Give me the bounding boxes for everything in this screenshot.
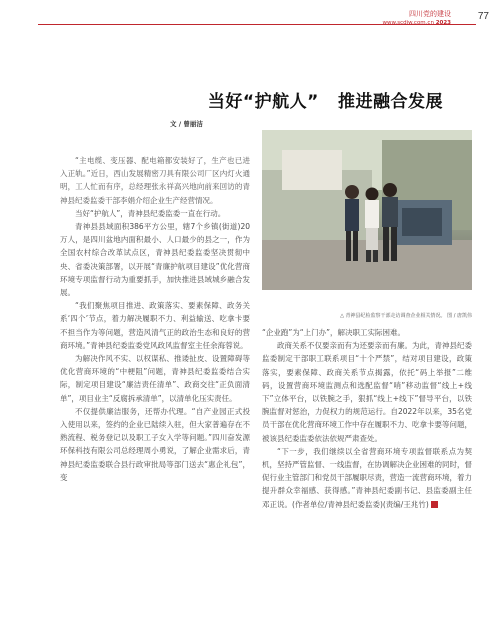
magazine-header: [383, 10, 451, 28]
issue-year: 2023: [435, 20, 451, 26]
url-text: www.scdjw.com.cn: [382, 20, 434, 26]
paragraph: 不仅提供廉洁服务，还帮办代理。“自产业园正式投入使用以来，签约的企业已陆续入驻，但大家普遍存在不熟流程、税务登记以及职工子女入学等问题。”四川奋发源环保科技有限公司总经理周小勇说，了解企业需求后，青神县纪委监委联合县行政审批局等部门送去“惠企礼包”，变: [60, 406, 250, 482]
paragraph: 为解决作风不实、以权谋私、推诿扯皮、设置障碍等优化营商环境的“中梗阻”问题，青神县纪委监委结合实际，制定项目建设“廉洁责任清单”、政商交往“正负面清单”，项目业主“反腐拆承清单”，以清单化压实责任。: [60, 354, 250, 403]
article-title: 当好“护航人” 推进融合发展: [207, 92, 443, 112]
photo-illustration: [262, 130, 472, 290]
paragraph: “我们聚焦项目推进、政策落实、要素保障、政务关系‘四个’节点，着力解决履职不力、利益输送、吃拿卡要不担当作为等问题，营造风清气正的政治生态和良好的营商环境。”青神县纪委监委党风政风监督室主任余海蓉说。: [60, 301, 250, 350]
paragraph: 当好“护航人”，青神县纪委监委一直在行动。: [75, 208, 226, 218]
paragraph: “主电缆、变压器、配电箱都安装好了，生产也已进入正轨。”近日，西山发展精密刀具有限公司厂区内灯火通明，工人忙而有序，总经理张永祥高兴地向前来回访的青神县纪委监委干部李娟介绍企业生产经营情况。: [60, 156, 250, 205]
article-photo: [262, 130, 472, 290]
paragraph: “企业跑”为“上门办”，解决职工实际困难。: [262, 328, 406, 337]
left-column: [60, 154, 250, 484]
photo-caption: △ 青神县纪检监察干部走访调查企业相关情况。 图 / 唐凯伟: [340, 313, 472, 319]
end-mark-icon: [431, 501, 438, 508]
page-number: 77: [477, 11, 489, 22]
right-column: [262, 326, 472, 511]
paragraph-last: [262, 445, 472, 511]
paragraph: 政商关系不仅要亲而有为还要亲而有廉。为此，青神县纪委监委制定干部职工联系项目“十个严禁”，结对项目建设，政策落实，要素保障、政商关系节点揭露，依托“码上举报”二维码，设置营商环境监测点和选配监督“哨”移动监督“线上+线下”立体平台，以铁腕之手，狠抓“线上+线下”督导平台，以铁腕监督对惩治，力促权力的规范运行。自2022年以来，35名党员干部在优化营商环境工作中存在履职不力、吃拿卡要等问题，被该县纪委监委依法依规严肃查处。: [262, 341, 472, 443]
paragraph-text: “下一步，我们继续以全省营商环境专项监督联系点为契机，坚持严管监督、一线监督，在协调解决企业困难的同时，督促行业主管部门和党员干部履职尽责，营造一流营商环境，着力提升群众幸福感、获得感。”青神县纪委副书记、县监委副主任邓正说。(作者单位/青神县纪委监委)(责编/王兆竹): [262, 446, 472, 509]
magazine-name: 四川党的建设: [409, 10, 451, 18]
paragraph: 青神县县域面积386平方公里，辖7个乡镇(街道)20万人，是四川盆地内面积最小、人口最少的县之一，作为全国农村综合改革试点区，青神县纪委监委坚决贯彻中央、省委决策部署，以开展“青廉护航项目建设”优化营商环境专项监督行动为重要抓手，加快推进县域城乡融合发展。: [60, 222, 250, 298]
header-divider: [38, 24, 476, 25]
article-author: 文 / 曾丽洁: [170, 120, 203, 128]
